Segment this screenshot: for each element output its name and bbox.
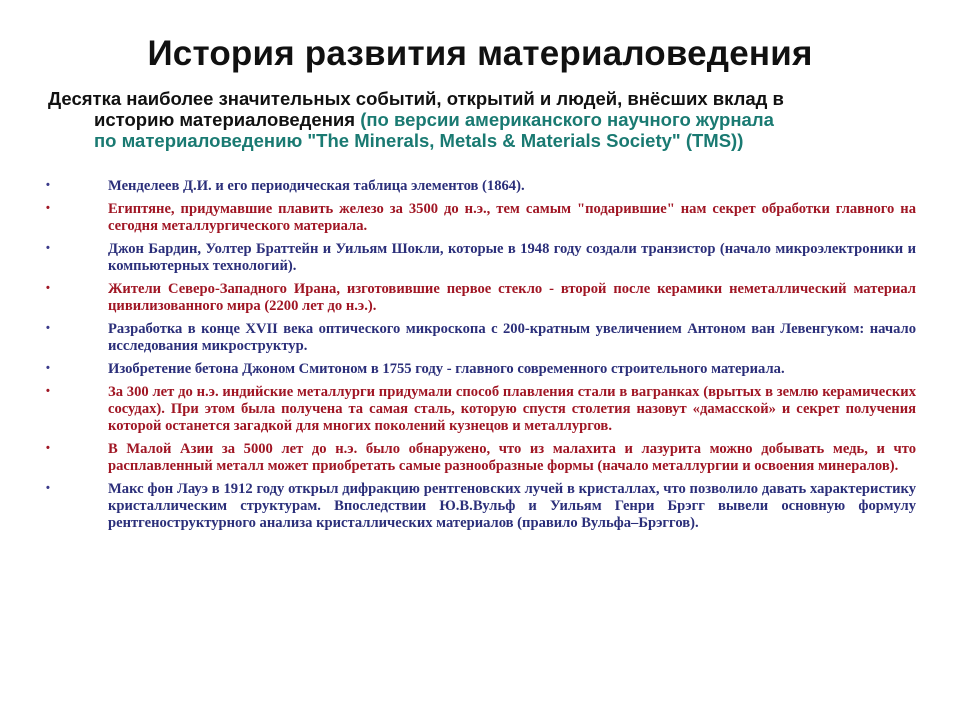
list-item	[44, 241, 916, 275]
list-item-text: Разработка в конце XVII века оптического микроскопа с 200-кратным увеличением Антоном ван Левенгуком: начало исследования микроструктур.	[108, 321, 916, 354]
bullet-icon: •	[46, 442, 50, 454]
bullet-icon: •	[46, 482, 50, 494]
bullet-icon: •	[46, 202, 50, 214]
bullet-icon: •	[46, 282, 50, 294]
events-list	[44, 178, 916, 538]
list-item-text: За 300 лет до н.э. индийские металлурги придумали способ плавления стали в вагранках (врытых в землю керамических сосудах). При этом была получена та самая сталь, которую спустя столетия назовут «дамасской» и секрет получения которой останется загадкой для многих поколений кузнецов и металлургов.	[108, 384, 916, 434]
list-item	[44, 201, 916, 235]
list-item	[44, 321, 916, 355]
subtitle-line-2	[48, 109, 928, 151]
list-item	[44, 281, 916, 315]
slide-title: История развития материаловедения	[147, 34, 813, 73]
bullet-icon: •	[46, 385, 50, 397]
list-item-text: Джон Бардин, Уолтер Браттейн и Уильям Шокли, которые в 1948 году создали транзистор (начало микроэлектроники и компьютерных технологий).	[108, 241, 916, 274]
list-item-text: В Малой Азии за 5000 лет до н.э. было обнаружено, что из малахита и лазурита можно добывать медь, и что расплавленный металл может приобретать самые разнообразные формы (начало металлургии и освоения минералов).	[108, 441, 916, 474]
list-item-text: Изобретение бетона Джоном Смитоном в 1755 году - главного современного строительного материала.	[108, 361, 785, 377]
bullet-icon: •	[46, 362, 50, 374]
subtitle-accent-text-2: по материаловедению "The Minerals, Metals & Materials Society" (TMS))	[94, 130, 744, 151]
bullet-icon: •	[46, 242, 50, 254]
list-item	[44, 361, 916, 378]
subtitle-line-1: Десятка наиболее значительных событий, открытий и людей, внёсших вклад в	[48, 88, 784, 109]
list-item	[44, 441, 916, 475]
list-item	[44, 384, 916, 435]
slide-subtitle	[48, 88, 928, 151]
subtitle-accent-text: (по версии американского научного журнала	[360, 109, 774, 130]
list-item-text: Египтяне, придумавшие плавить железо за 3500 до н.э., тем самым "подарившие" нам секрет обработки главного на сегодня металлургического материала.	[108, 201, 916, 234]
list-item-text: Менделеев Д.И. и его периодическая таблица элементов (1864).	[108, 178, 525, 194]
list-item-text: Жители Северо-Западного Ирана, изготовившие первое стекло - второй после керамики неметаллический материал цивилизованного мира (2200 лет до н.э.).	[108, 281, 916, 314]
bullet-icon: •	[46, 179, 50, 191]
bullet-icon: •	[46, 322, 50, 334]
list-item	[44, 178, 916, 195]
list-item	[44, 481, 916, 532]
list-item-text: Макс фон Лауэ в 1912 году открыл дифракцию рентгеновских лучей в кристаллах, что позволило давать характеристику кристаллическим структурам. Впоследствии Ю.В.Вульф и Уильям Генри Брэгг вывели основную формулу рентгеноструктурного анализа кристаллических материалов (правило Вульфа–Брэггов).	[108, 481, 916, 531]
subtitle-plain-text: историю материаловедения	[94, 109, 361, 130]
